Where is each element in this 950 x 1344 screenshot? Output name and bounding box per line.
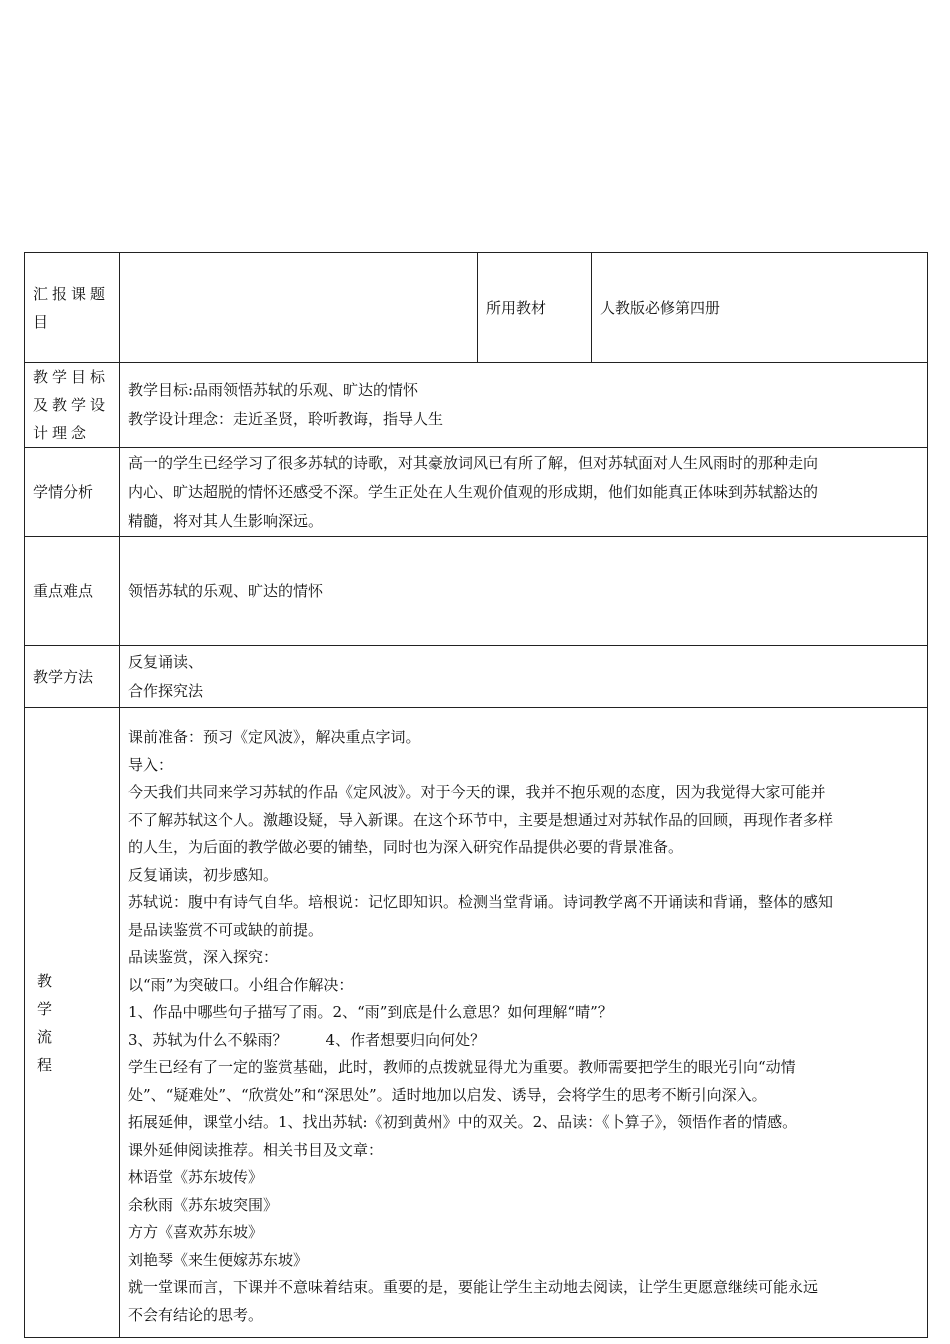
method-content bbox=[120, 646, 928, 708]
analysis-content bbox=[120, 448, 928, 537]
flow-line: 苏轼说：腹中有诗气自华。培根说：记忆即知识。检测当堂背诵。诗词教学离不开诵读和背诵，整体的感知 bbox=[128, 893, 834, 911]
flow-question-line bbox=[128, 1027, 919, 1055]
flow-row bbox=[25, 708, 928, 1338]
flow-label-char: 程 bbox=[37, 1055, 53, 1074]
flow-line: 课外延伸阅读推荐。相关书目及文章： bbox=[128, 1140, 384, 1159]
flow-line: 不了解苏轼这个人。激趣设疑，导入新课。在这个环节中，主要是想通过对苏轼作品的回顾，再现作者多样 bbox=[128, 810, 834, 829]
method-line: 合作探究法 bbox=[128, 681, 204, 700]
method-line: 反复诵读、 bbox=[128, 652, 204, 671]
goals-row bbox=[25, 363, 928, 448]
flow-line: 拓展延伸，课堂小结。1、找出苏轼:《初到黄州》中的双关。2、品读：《卜算子》，领悟作者的情感。 bbox=[128, 1113, 798, 1131]
report-title-value bbox=[120, 253, 478, 363]
flow-label-char: 教 bbox=[37, 971, 53, 990]
flow-line: 是品读鉴赏不可或缺的前提。 bbox=[128, 920, 324, 939]
method-label: 教学方法 bbox=[25, 646, 120, 708]
reading-item: 余秋雨《苏东坡突围》 bbox=[128, 1195, 279, 1214]
reading-item: 方方《喜欢苏东坡》 bbox=[128, 1223, 264, 1241]
goals-line: 教学设计理念：走近圣贤，聆听教诲，指导人生 bbox=[128, 410, 444, 428]
flow-line: 以“雨”为突破口。小组合作解决： bbox=[128, 975, 354, 994]
flow-line: 处”、“疑难处”、“欣赏处”和“深思处”。适时地加以启发、诱导，会将学生的思考不断引向深入。 bbox=[128, 1085, 767, 1104]
analysis-line: 精髓，将对其人生影响深远。 bbox=[128, 511, 324, 530]
flow-line: 不会有结论的思考。 bbox=[128, 1305, 264, 1324]
textbook-value: 人教版必修第四册 bbox=[592, 253, 928, 363]
flow-line: 品读鉴赏，深入探究： bbox=[128, 948, 279, 966]
flow-line: 就一堂课而言，下课并不意味着结束。重要的是，要能让学生主动地去阅读，让学生更愿意继续可能永远 bbox=[128, 1278, 819, 1296]
reading-item: 刘艳琴《来生便嫁苏东坡》 bbox=[128, 1250, 309, 1269]
flow-label bbox=[25, 708, 120, 1338]
flow-question-4: 4、作者想要归向何处？ bbox=[325, 1030, 486, 1049]
flow-line: 的人生，为后面的教学做必要的铺垫，同时也为深入研究作品提供必要的背景准备。 bbox=[128, 838, 684, 856]
flow-line: 1、作品中哪些句子描写了雨。2、“雨”到底是什么意思？如何理解“晴”？ bbox=[128, 1003, 613, 1021]
flow-label-char: 学 bbox=[37, 999, 53, 1018]
flow-line: 课前准备：预习《定风波》，解决重点字词。 bbox=[128, 728, 421, 746]
analysis-row bbox=[25, 448, 928, 537]
method-row bbox=[25, 646, 928, 708]
flow-line: 导入： bbox=[128, 755, 174, 774]
report-title-label: 汇报课题目 bbox=[25, 253, 120, 363]
report-title-row bbox=[25, 253, 928, 363]
analysis-line: 内心、旷达超脱的情怀还感受不深。学生正处在人生观价值观的形成期，他们如能真正体味到苏轼豁达的 bbox=[128, 482, 819, 501]
goals-line: 教学目标:品雨领悟苏轼的乐观、旷达的情怀 bbox=[128, 381, 419, 399]
flow-line: 学生已经有了一定的鉴赏基础，此时，教师的点拨就显得尤为重要。教师需要把学生的眼光引向“动情 bbox=[128, 1058, 796, 1076]
flow-line: 今天我们共同来学习苏轼的作品《定风波》。对于今天的课，我并不抱乐观的态度，因为我觉得大家可能并 bbox=[128, 783, 826, 801]
flow-label-char: 流 bbox=[37, 1027, 53, 1046]
goals-label: 教学目标及教学设计理念 bbox=[25, 363, 120, 448]
keypoints-row bbox=[25, 537, 928, 646]
reading-item: 林语堂《苏东坡传》 bbox=[128, 1168, 264, 1186]
goals-content bbox=[120, 363, 928, 448]
flow-line: 反复诵读，初步感知。 bbox=[128, 865, 279, 884]
flow-question-3: 3、苏轼为什么不躲雨？ bbox=[128, 1030, 288, 1049]
keypoints-content: 领悟苏轼的乐观、旷达的情怀 bbox=[120, 537, 928, 646]
analysis-label: 学情分析 bbox=[25, 448, 120, 537]
keypoints-label: 重点难点 bbox=[25, 537, 120, 646]
lesson-plan-table bbox=[24, 252, 928, 1338]
analysis-line: 高一的学生已经学习了很多苏轼的诗歌，对其豪放词风已有所了解，但对苏轼面对人生风雨时的那种走向 bbox=[128, 453, 819, 472]
textbook-label: 所用教材 bbox=[478, 253, 592, 363]
flow-content bbox=[120, 708, 928, 1338]
